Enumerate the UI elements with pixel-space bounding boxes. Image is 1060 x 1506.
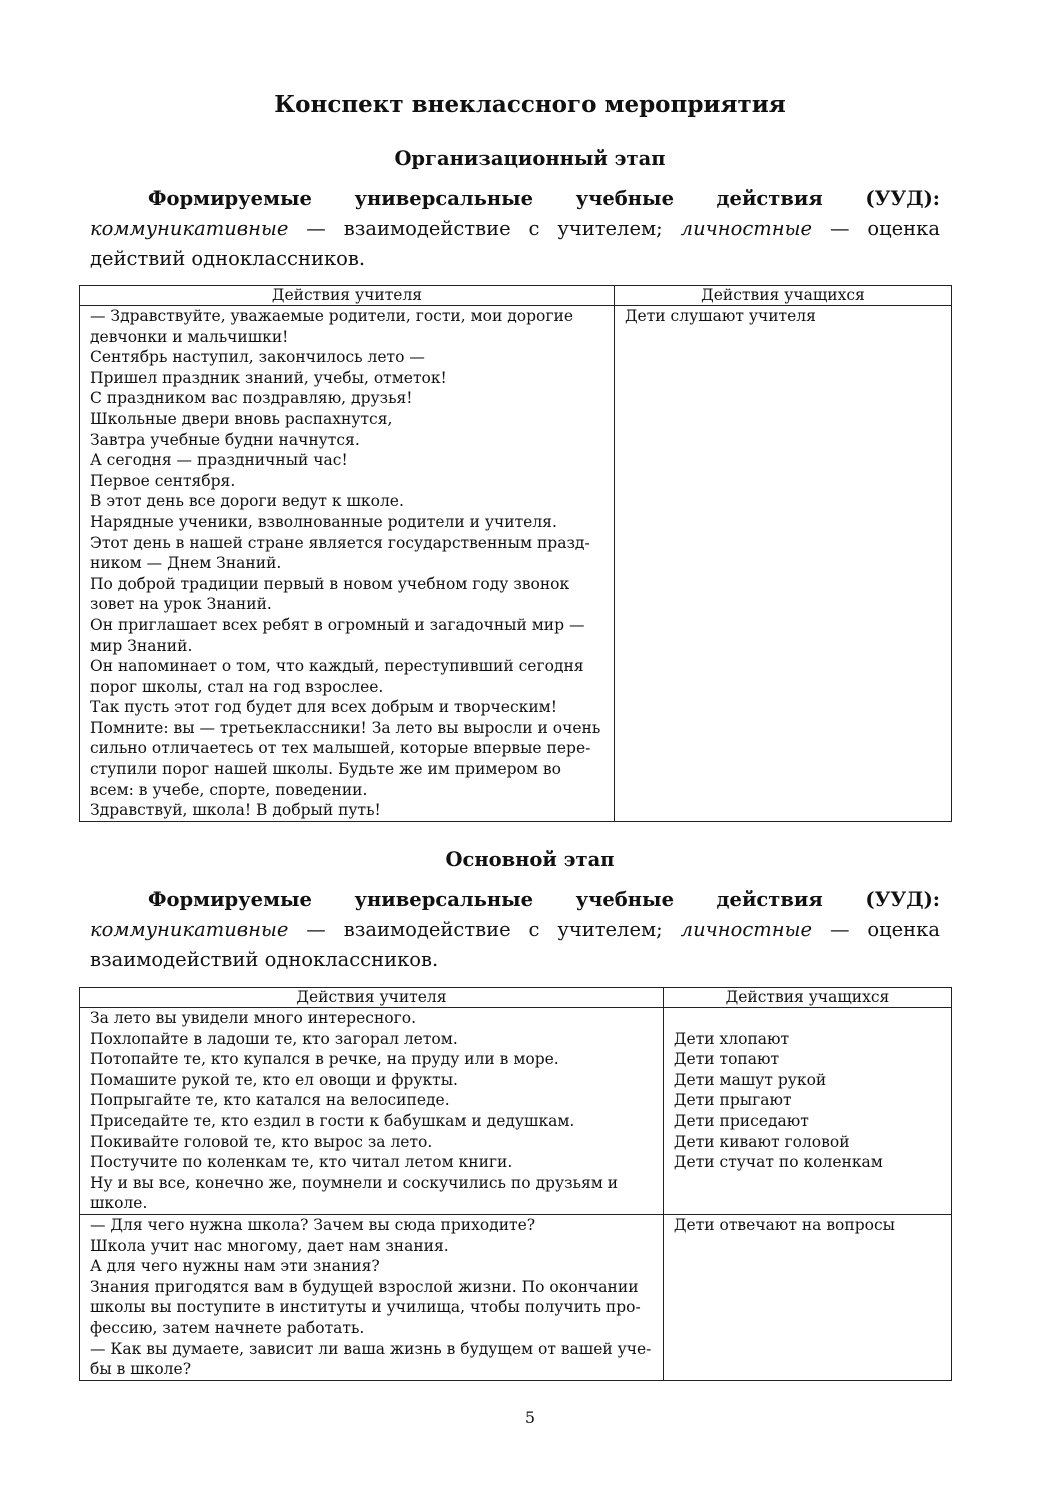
- teacher-actions-cell: [80, 306, 615, 822]
- student-line: Дети слушают учителя: [624, 307, 816, 325]
- teacher-line: Похлопайте в ладоши те, кто загорал летом.: [90, 1029, 458, 1048]
- teacher-line: Нарядные ученики, взволнованные родители и учителя.: [90, 512, 557, 531]
- student-line: Дети машут рукой: [673, 1070, 827, 1089]
- teacher-line: Он приглашает всех ребят в огромный и загадочный мир —: [90, 615, 585, 634]
- teacher-line: Помашите рукой те, кто ел овощи и фрукты.: [90, 1070, 458, 1089]
- teacher-line: Первое сентября.: [90, 471, 236, 490]
- student-line: Дети кивают головой: [673, 1132, 850, 1151]
- teacher-line: Приседайте те, кто ездил в гости к бабушкам и дедушкам.: [90, 1111, 575, 1130]
- teacher-line: Так пусть этот год будет для всех добрым и творческим!: [90, 698, 557, 717]
- student-line: Дети топают: [673, 1050, 780, 1069]
- student-line: Дети отвечают на вопросы: [673, 1215, 895, 1234]
- teacher-line: Школьные двери вновь распахнутся,: [90, 409, 393, 428]
- activity-table-main: [79, 987, 952, 1381]
- teacher-line: бы в школе?: [90, 1360, 192, 1379]
- teacher-line: Сентябрь наступил, закончилось лето —: [90, 348, 425, 367]
- teacher-line: — Для чего нужна школа? Зачем вы сюда приходите?: [90, 1215, 536, 1234]
- student-line: Дети прыгают: [673, 1091, 792, 1110]
- stage-title-main: Основной этап: [445, 848, 615, 871]
- teacher-line: В этот день все дороги ведут к школе.: [90, 492, 404, 511]
- table-row: [80, 1214, 952, 1380]
- teacher-line: Постучите по коленкам те, кто читал летом книги.: [90, 1153, 513, 1172]
- activity-table-organizational: [79, 285, 952, 822]
- teacher-line: зовет на урок Знаний.: [90, 595, 272, 614]
- teacher-line: Знания пригодятся вам в будущей взрослой жизни. По окончании: [90, 1277, 639, 1296]
- student-actions-cell: [614, 306, 951, 822]
- teacher-line: По доброй традиции первый в новом учебном году звонок: [90, 574, 570, 593]
- uud-paragraph-organizational: [90, 184, 940, 274]
- uud-communicative-text: — взаимодействие с учителем;: [306, 217, 663, 240]
- teacher-line: А сегодня — праздничный час!: [90, 451, 348, 470]
- stage-title-organizational: Организационный этап: [394, 147, 666, 170]
- teacher-line: сильно отличаетесь от тех малышей, которые впервые пере-: [90, 739, 591, 758]
- header-teacher-actions: Действия учителя: [80, 988, 664, 1008]
- student-actions-cell: [663, 1008, 951, 1215]
- teacher-actions-cell: [80, 1008, 664, 1215]
- student-actions-cell: [663, 1214, 951, 1380]
- teacher-line: девчонки и мальчишки!: [90, 327, 289, 346]
- teacher-line: Пришел праздник знаний, учебы, отметок!: [90, 368, 447, 387]
- student-line: Дети приседают: [673, 1111, 809, 1130]
- uud-personal-term: личностные: [680, 217, 813, 240]
- teacher-line: всем: в учебе, спорте, поведении.: [90, 780, 368, 799]
- teacher-line: — Как вы думаете, зависит ли ваша жизнь в будущем от вашей уче-: [90, 1339, 652, 1358]
- uud-paragraph-main: [90, 885, 940, 975]
- header-student-actions: Действия учащихся: [663, 988, 951, 1008]
- table-header-row: [80, 988, 952, 1008]
- uud-personal-text: — оценка действий одноклассников.: [90, 217, 940, 270]
- teacher-line: порог школы, стал на год взрослее.: [90, 677, 384, 696]
- table-header-row: [80, 286, 952, 306]
- teacher-line: Попрыгайте те, кто катался на велосипеде.: [90, 1091, 450, 1110]
- uud-communicative-term: коммуникативные: [90, 217, 289, 240]
- table-row: [80, 306, 952, 822]
- teacher-line: Помните: вы — третьеклассники! За лето вы выросли и очень: [90, 718, 601, 737]
- uud-personal-term: личностные: [680, 918, 813, 941]
- page-number: 5: [524, 1408, 536, 1427]
- teacher-line: фессию, затем начнете работать.: [90, 1318, 365, 1337]
- teacher-line: Ну и вы все, конечно же, поумнели и соскучились по друзьям и: [90, 1173, 619, 1192]
- student-line: Дети хлопают: [673, 1029, 790, 1048]
- teacher-line: — Здравствуйте, уважаемые родители, гости, мои дорогие: [90, 307, 574, 325]
- teacher-line: школы вы поступите в институты и училища, чтобы получить про-: [90, 1298, 641, 1317]
- uud-personal-text: — оценка взаимодействий одноклассников.: [90, 918, 940, 971]
- student-line: [674, 1008, 943, 1029]
- teacher-actions-cell: [80, 1214, 664, 1380]
- teacher-line: ступили порог нашей школы. Будьте же им примером во: [90, 760, 561, 779]
- uud-label: Формируемые универсальные учебные действия (УУД):: [148, 187, 940, 210]
- student-line: Дети стучат по коленкам: [673, 1153, 883, 1172]
- teacher-line: мир Знаний.: [90, 636, 193, 655]
- header-teacher-actions: Действия учителя: [80, 286, 615, 306]
- document-title: Конспект внеклассного мероприятия: [274, 91, 786, 118]
- teacher-line: С праздником вас поздравляю, друзья!: [90, 389, 413, 408]
- uud-communicative-term: коммуникативные: [90, 918, 289, 941]
- teacher-line: Он напоминает о том, что каждый, переступивший сегодня: [90, 657, 584, 676]
- teacher-line: ником — Днем Знаний.: [90, 554, 282, 573]
- teacher-line: Покивайте головой те, кто вырос за лето.: [90, 1132, 433, 1151]
- teacher-line: А для чего нужны нам эти знания?: [90, 1257, 380, 1276]
- teacher-line: Школа учит нас многому, дает нам знания.: [90, 1236, 449, 1255]
- teacher-line: За лето вы увидели много интересного.: [90, 1009, 416, 1027]
- teacher-line: Завтра учебные будни начнутся.: [90, 430, 360, 449]
- teacher-line: школе.: [90, 1194, 148, 1213]
- uud-label: Формируемые универсальные учебные действия (УУД):: [148, 888, 940, 911]
- teacher-line: Потопайте те, кто купался в речке, на пруду или в море.: [90, 1050, 559, 1069]
- header-student-actions: Действия учащихся: [614, 286, 951, 306]
- teacher-line: Здравствуй, школа! В добрый путь!: [90, 801, 381, 820]
- teacher-line: Этот день в нашей стране является государственным празд-: [90, 533, 590, 552]
- table-row: [80, 1008, 952, 1215]
- uud-communicative-text: — взаимодействие с учителем;: [306, 918, 663, 941]
